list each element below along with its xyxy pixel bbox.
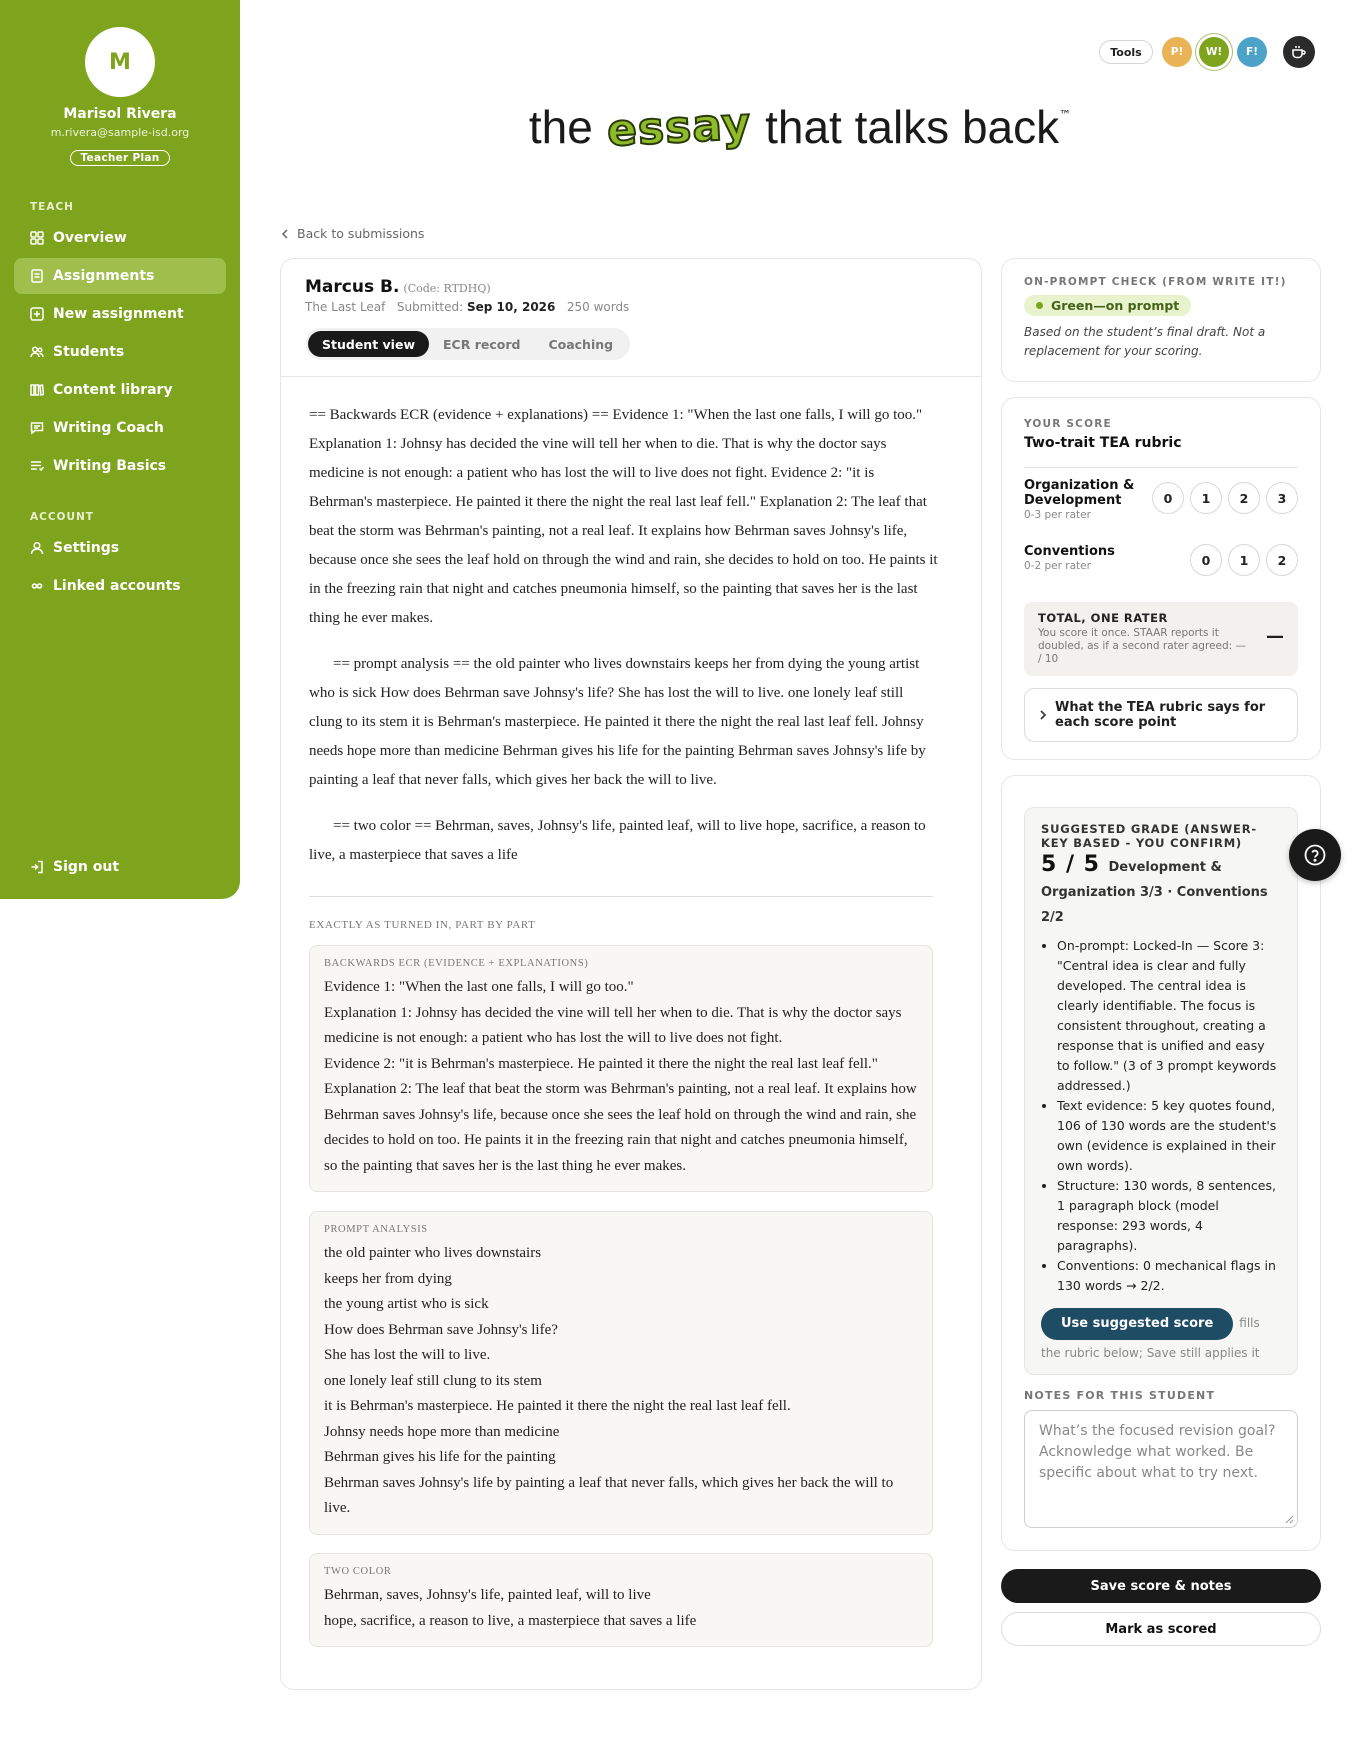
part-title: BACKWARDS ECR (EVIDENCE + EXPLANATIONS) (324, 958, 589, 969)
submitted-date: Sep 10, 2026 (467, 300, 556, 314)
word-count: 250 words (566, 300, 630, 314)
user-icon (30, 541, 44, 555)
sidebar-item-settings[interactable] (14, 530, 226, 566)
list-item: • On-prompt: Locked-In — Score 3: "Central idea is clear and fully developed. The central idea is clearly identifiable. The focus is consistent throughout, creating a response that is unified and easy to follow." (3 of 3 prompt keywords addressed.) (1057, 936, 1281, 1096)
rubric-toggle-label: What the TEA rubric says for each score point (1055, 700, 1266, 730)
user-name: Marisol Rivera (63, 106, 177, 122)
use-suggested-score-button[interactable]: Use suggested score (1041, 1308, 1233, 1340)
sidebar-item-assignments[interactable] (14, 258, 226, 294)
suggested-reasons (1041, 936, 1281, 1296)
assignment-title: The Last Leaf (305, 300, 386, 314)
sidebar-item-label: Linked accounts (53, 578, 181, 594)
chevron-right-icon (1039, 710, 1047, 720)
score-option-0[interactable]: 0 (1190, 544, 1222, 576)
w-pill-button[interactable]: W! (1199, 37, 1229, 67)
sidebar-item-label: Assignments (53, 268, 155, 284)
score-options (1184, 544, 1298, 576)
submission-header (281, 259, 981, 377)
coffee-button[interactable] (1283, 36, 1315, 68)
library-icon (30, 383, 44, 397)
part-line: She has lost the will to live. (324, 1347, 491, 1363)
chevron-left-icon (281, 229, 289, 239)
sidebar-item-content-library[interactable] (14, 372, 226, 408)
parts-label: EXACTLY AS TURNED IN, PART BY PART (309, 919, 536, 931)
submission-card (280, 258, 982, 1690)
sign-out-button[interactable] (14, 849, 226, 885)
part-line: Evidence 2: "it is Behrman's masterpiece. He painted it there the night the real last leaf fell." (324, 1055, 878, 1072)
trait-name: Conventions (1024, 544, 1115, 559)
sidebar-item-students[interactable] (14, 334, 226, 370)
notes-textarea[interactable] (1024, 1410, 1298, 1528)
trait-sub: 0-3 per rater (1024, 509, 1091, 521)
notes-placeholder: What’s the focused revision goal? Acknowledge what worked. Be specific about what to try next. (1039, 1423, 1276, 1481)
list-icon (30, 459, 44, 473)
grid-icon (30, 231, 44, 245)
essay-logo: essay (605, 97, 753, 157)
essay-text (309, 401, 939, 887)
total-value: — (1266, 626, 1284, 647)
trait-conventions (1024, 544, 1298, 584)
on-prompt-label: ON-PROMPT CHECK (FROM WRITE IT!) (1024, 276, 1287, 288)
link-icon (30, 579, 44, 593)
total-title: TOTAL, ONE RATER (1038, 611, 1168, 625)
resize-grip-icon[interactable] (1285, 1515, 1294, 1524)
part-title: TWO COLOR (324, 1566, 392, 1577)
users-icon (30, 345, 44, 359)
sidebar-item-label: Writing Coach (53, 420, 164, 436)
sign-out-icon (30, 860, 44, 874)
suggested-grade-box (1024, 807, 1298, 1375)
nav-section-account: ACCOUNT (30, 511, 94, 523)
tab-ecr-record[interactable]: ECR record (443, 336, 521, 352)
status-dot (1036, 302, 1043, 309)
essay-paragraph: == Backwards ECR (evidence + explanations) == Evidence 1: "When the last one falls, I will go too." Explanation 1: Johnsy has decided the vine will tell her when to die. That is why the doctor says medicine is not enough: a patient who has lost the will to live does not fight. Evidence 2: "it is Behrman's masterpiece. He painted it there the night the real last leaf fell." Explanation 2: The leaf that beat the storm was Behrman's painting, not a real leaf. It explains how Behrman saves Johnsy's life, because once she sees the leaf hold on through the wind and rain, she decides to hold on too. He paints it in the freezing rain that night and catches pneumonia himself, so the painting that saves her is the last thing he ever makes. (309, 407, 938, 626)
list-item: • Text evidence: 5 key quotes found, 106 of 130 words are the student's own (evidence is explained in their own words). (1057, 1096, 1281, 1176)
total-box (1024, 602, 1298, 676)
suggested-breakdown: Development & Organization 3/3 · Conventions 2/2 (1041, 860, 1268, 925)
part-line: hope, sacrifice, a reason to live, a masterpiece that saves a life (324, 1612, 697, 1629)
rubric-name: Two-trait TEA rubric (1024, 435, 1182, 451)
question-circle-icon (1303, 843, 1327, 867)
student-name: Marcus B. (305, 277, 400, 297)
part-line: keeps her from dying (324, 1270, 452, 1287)
score-option-2[interactable]: 2 (1266, 544, 1298, 576)
trait-name: Organization & Development (1024, 478, 1135, 508)
score-option-1[interactable]: 1 (1190, 482, 1222, 514)
help-button[interactable] (1289, 829, 1341, 881)
essay-paragraph: == prompt analysis == the old painter who lives downstairs keeps her from dying the young artist who is sick How does Behrman save Johnsy's life? She has lost the will to live. one lonely leaf still clung to its stem it is Behrman's masterpiece. He painted it there the night the real last leaf fell. Johnsy needs hope more than medicine Behrman gives his life for the painting Behrman saves Johnsy's life by painting a leaf that never falls, which gives her back the will to live. (309, 656, 926, 788)
part-line: Behrman, saves, Johnsy's life, painted leaf, will to live (324, 1587, 651, 1603)
on-prompt-status-badge (1024, 295, 1191, 316)
submitted-label: Submitted: (396, 300, 464, 314)
part-title: PROMPT ANALYSIS (324, 1224, 428, 1235)
trait-sub: 0-2 per rater (1024, 560, 1091, 572)
nav-section-teach: TEACH (30, 201, 74, 213)
part-line: Evidence 1: "When the last one falls, I will go too." (324, 979, 634, 995)
part-line: one lonely leaf still clung to its stem (324, 1372, 542, 1389)
mark-as-scored-button[interactable]: Mark as scored (1001, 1612, 1321, 1646)
part-line: the old painter who lives downstairs (324, 1245, 542, 1261)
tab-student-view[interactable]: Student view (308, 331, 429, 357)
score-card (1001, 397, 1321, 760)
back-to-submissions-link[interactable] (281, 226, 424, 241)
trademark: ™ (1059, 108, 1072, 122)
suggested-grade-card (1001, 775, 1321, 1551)
sidebar-item-label: New assignment (53, 306, 184, 322)
sidebar-item-writing-basics[interactable] (14, 448, 226, 484)
score-label: YOUR SCORE (1024, 418, 1112, 430)
essay-paragraph: == two color == Behrman, saves, Johnsy's life, painted leaf, will to live hope, sacrifice, a reason to live, a masterpiece that saves a life (309, 818, 926, 863)
coffee-cup-icon (1291, 44, 1307, 60)
student-code: (Code: RTDHQ) (403, 282, 491, 295)
sidebar-item-overview[interactable] (14, 220, 226, 256)
suggested-grade-value: 5 / 5 (1041, 852, 1100, 877)
avatar[interactable]: M (85, 27, 155, 97)
on-prompt-card (1001, 258, 1321, 382)
student-name-row (305, 277, 491, 297)
score-options (1146, 482, 1298, 514)
sidebar-item-label: Students (53, 344, 125, 360)
part-prompt-analysis (309, 1211, 933, 1535)
sidebar-item-label: Content library (53, 382, 173, 398)
hero-tagline (240, 97, 1360, 157)
score-option-1[interactable]: 1 (1228, 544, 1260, 576)
hero-text-after: that talks back (765, 101, 1060, 153)
score-option-2[interactable]: 2 (1228, 482, 1260, 514)
chat-icon (30, 421, 44, 435)
part-line: Behrman gives his life for the painting (324, 1449, 556, 1465)
sidebar-item-new-assignment[interactable] (14, 296, 226, 332)
sidebar-item-label: Settings (53, 540, 120, 556)
score-option-0[interactable]: 0 (1152, 482, 1184, 514)
plan-badge: Teacher Plan (70, 150, 169, 166)
on-prompt-status: Green—on prompt (1051, 298, 1180, 313)
list-item: • Structure: 130 words, 8 sentences, 1 paragraph block (model response: 293 words, 4 paragraphs). (1057, 1176, 1281, 1256)
document-icon (30, 269, 44, 283)
score-option-3[interactable]: 3 (1266, 482, 1298, 514)
sidebar-item-label: Writing Basics (53, 458, 167, 474)
on-prompt-note: Based on the student’s final draft. Not a replacement for your scoring. (1024, 325, 1266, 358)
part-line: it is Behrman's masterpiece. He painted it there the night the real last leaf fell. (324, 1398, 791, 1414)
view-tabs (305, 328, 630, 360)
list-item: • Conventions: 0 mechanical flags in 130 words → 2/2. (1057, 1256, 1281, 1296)
part-line: Behrman saves Johnsy's life by painting a leaf that never falls, which gives her back the will to live. (324, 1474, 894, 1516)
f-pill-button[interactable]: F! (1237, 37, 1267, 67)
suggested-grade (1041, 852, 1281, 930)
part-line: How does Behrman save Johnsy's life? (324, 1321, 558, 1338)
part-line: Johnsy needs hope more than medicine (324, 1423, 560, 1440)
sidebar-item-label: Overview (53, 230, 127, 246)
sign-out-label: Sign out (53, 859, 120, 875)
tools-button[interactable]: Tools (1099, 40, 1153, 64)
part-two-color (309, 1553, 933, 1647)
notes-label: NOTES FOR THIS STUDENT (1024, 1389, 1216, 1402)
rubric-details-toggle[interactable] (1024, 688, 1298, 742)
part-line: Explanation 1: Johnsy has decided the vine will tell her when to die. That is why the doctor says medicine is not enough: a patient who has lost the will to live does not fight. (324, 1004, 902, 1046)
use-suggested-hint: fills the rubric below; Save still applies it (1041, 1316, 1260, 1360)
back-link-label: Back to submissions (297, 226, 425, 241)
suggested-title: SUGGESTED GRADE (ANSWER-KEY BASED - YOU CONFIRM) (1041, 822, 1257, 850)
plus-square-icon (30, 307, 44, 321)
user-email: m.rivera@sample-isd.org (50, 126, 190, 139)
part-line: the young artist who is sick (324, 1296, 489, 1312)
part-backwards-ecr (309, 945, 933, 1192)
hero-text-before: the (528, 101, 593, 153)
sidebar-item-writing-coach[interactable] (14, 410, 226, 446)
sidebar (0, 0, 240, 899)
total-desc: You score it once. STAAR reports it doubled, as if a second rater agreed: — / 10 (1038, 627, 1247, 665)
submission-meta (305, 300, 629, 314)
divider (309, 896, 933, 897)
trait-organization-development (1024, 478, 1298, 521)
sidebar-item-linked-accounts[interactable] (14, 568, 226, 604)
tab-coaching[interactable]: Coaching (548, 336, 614, 352)
save-score-button[interactable]: Save score & notes (1001, 1569, 1321, 1603)
part-line: Explanation 2: The leaf that beat the storm was Behrman's painting, not a real leaf. It explains how Behrman saves Johnsy's life, because once she sees the leaf hold on through the wind and rain, she decides to hold on too. He paints it in the freezing rain that night and catches pneumonia himself, so the painting that saves her is the last thing he ever makes. (324, 1081, 917, 1174)
use-suggested-row (1041, 1308, 1281, 1367)
p-pill-button[interactable]: P! (1162, 37, 1192, 67)
divider (1024, 467, 1298, 468)
